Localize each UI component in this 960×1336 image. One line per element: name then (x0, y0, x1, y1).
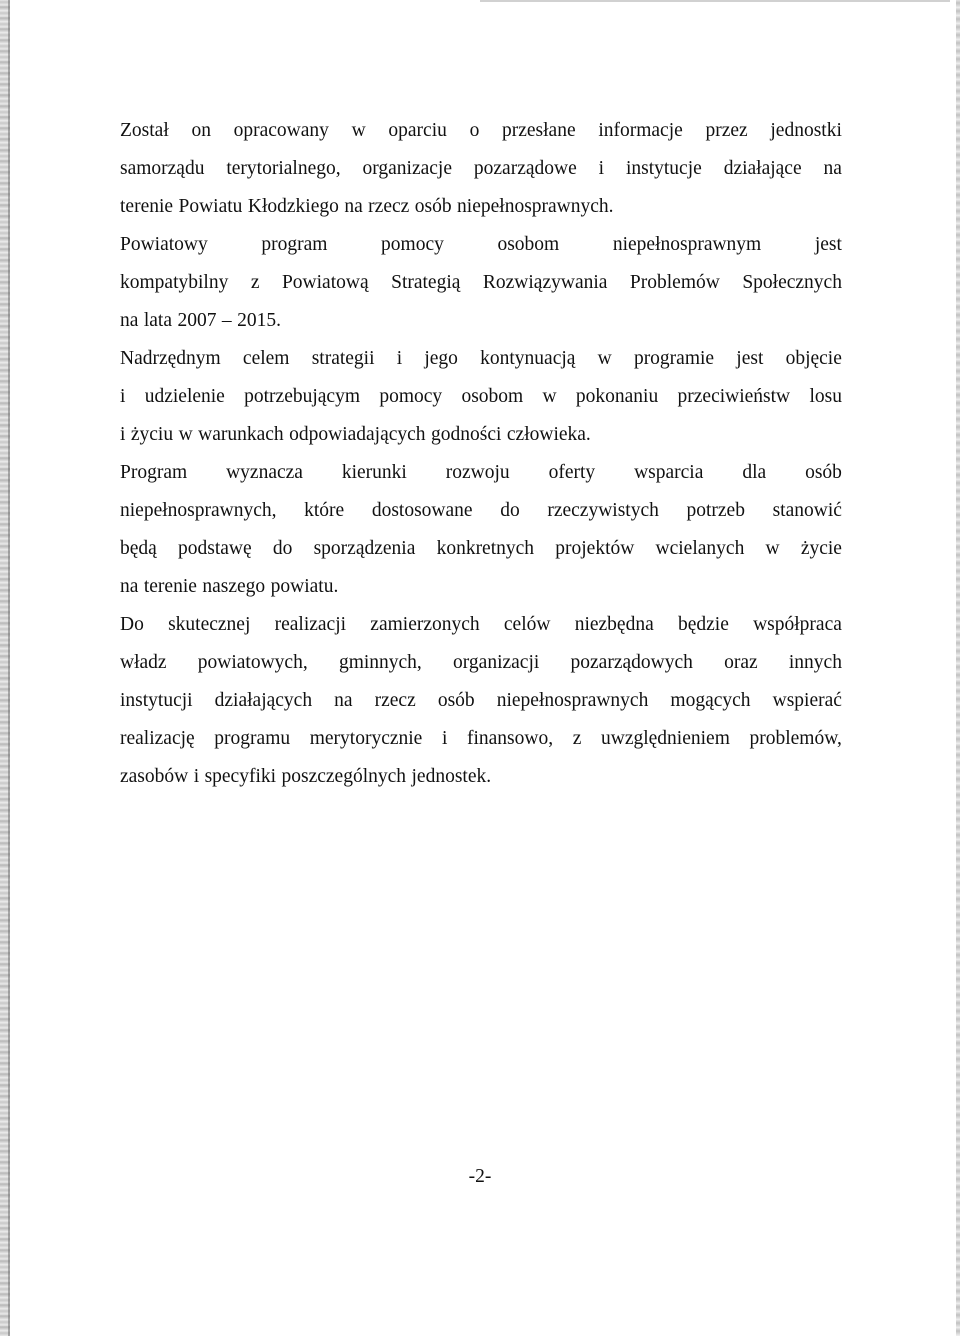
text-line: będą podstawę do sporządzenia konkretnych projektów wcielanych w życie (120, 538, 842, 559)
text-line: Nadrzędnym celem strategii i jego kontynuacją w programie jest objęcie (120, 348, 842, 369)
text-line: na lata 2007 – 2015. (120, 310, 281, 331)
scan-edge-left-line (8, 0, 10, 1336)
text-line: i życiu w warunkach odpowiadających godności człowieka. (120, 424, 591, 445)
text-line: realizację programu merytorycznie i finansowo, z uwzględnieniem problemów, (120, 728, 842, 749)
text-line: Został on opracowany w oparciu o przesłane informacje przez jednostki (120, 120, 842, 141)
scan-edge-top (480, 0, 950, 2)
document-body (120, 112, 842, 796)
text-line: zasobów i specyfiki poszczególnych jednostek. (120, 766, 492, 787)
paragraph (120, 340, 842, 454)
text-line: Powiatowy program pomocy osobom niepełnosprawnym jest (120, 234, 842, 255)
text-line: instytucji działających na rzecz osób niepełnosprawnych mogących wspierać (120, 690, 842, 711)
paragraph (120, 112, 842, 226)
text-line: na terenie naszego powiatu. (120, 576, 339, 597)
paragraph (120, 226, 842, 340)
text-line: władz powiatowych, gminnych, organizacji pozarządowych oraz innych (120, 652, 842, 673)
text-line: Do skutecznej realizacji zamierzonych celów niezbędna będzie współpraca (120, 614, 842, 635)
text-line: i udzielenie potrzebującym pomocy osobom w pokonaniu przeciwieństw losu (120, 386, 842, 407)
text-line: Program wyznacza kierunki rozwoju oferty wsparcia dla osób (120, 462, 842, 483)
text-line: kompatybilny z Powiatową Strategią Rozwiązywania Problemów Społecznych (120, 272, 842, 293)
scan-edge-right (956, 0, 960, 1336)
text-line: niepełnosprawnych, które dostosowane do rzeczywistych potrzeb stanowić (120, 500, 842, 521)
paragraph (120, 606, 842, 796)
text-line: samorządu terytorialnego, organizacje pozarządowe i instytucje działające na (120, 158, 842, 179)
page-number: -2- (468, 1166, 492, 1187)
text-line: terenie Powiatu Kłodzkiego na rzecz osób niepełnosprawnych. (120, 196, 614, 217)
paragraph (120, 454, 842, 606)
